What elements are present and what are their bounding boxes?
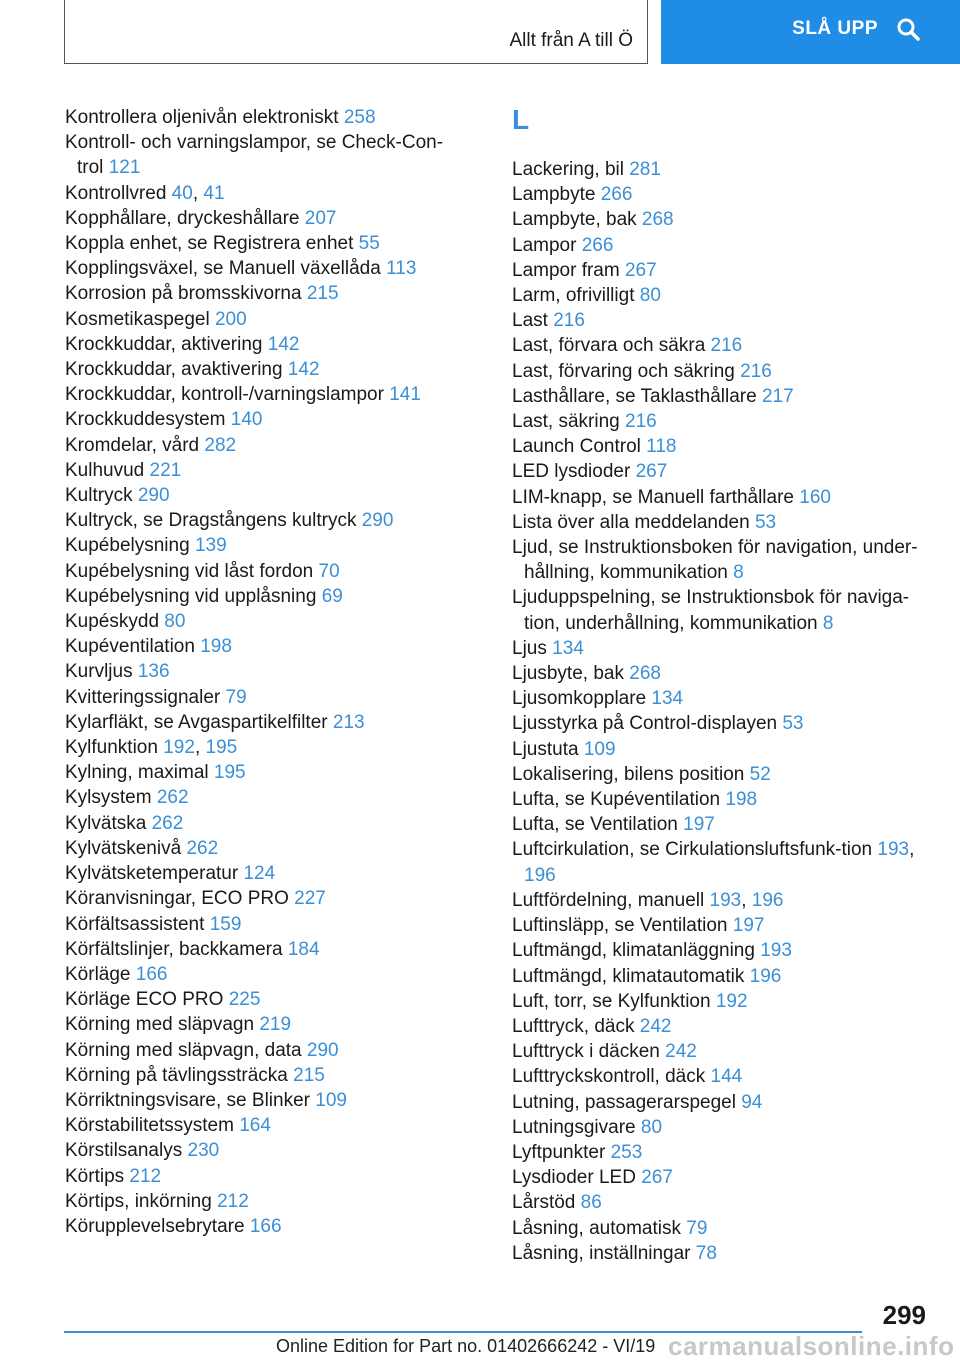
index-entry-text: Kylvätsketemperatur [65, 863, 239, 885]
index-entry [65, 962, 455, 987]
index-entry [65, 584, 455, 609]
index-entry-text: Krockkuddar, aktivering [65, 333, 263, 355]
page-link[interactable]: 40 [171, 182, 193, 204]
index-entry-text: Lufta, se Ventilation [512, 814, 678, 836]
index-entry-text: Ljusstyrka på Control-displayen [512, 713, 778, 735]
index-entry: Kontrollvred 40, 41 [65, 182, 225, 204]
page-link[interactable]: 262 [156, 787, 189, 809]
page-link[interactable]: 290 [361, 510, 394, 532]
index-entry [65, 1113, 455, 1138]
page-link[interactable]: 242 [639, 1015, 672, 1037]
page-link[interactable]: 216 [553, 310, 585, 332]
index-entry-text: Kulhuvud [65, 459, 145, 481]
page-link[interactable]: 121 [108, 157, 141, 179]
index-entry [65, 256, 455, 281]
page-link[interactable]: 192 [715, 990, 748, 1012]
index-entry [65, 785, 455, 810]
index-entry-text: Kopplingsväxel, se Manuell växellåda [65, 258, 381, 280]
index-entry [512, 157, 932, 182]
index-entry: Kylfunktion 192, 195 [65, 737, 238, 759]
index-entry [512, 333, 932, 358]
page-link[interactable]: 8 [733, 562, 744, 584]
page-link[interactable]: 118 [646, 436, 677, 458]
index-entry-text: Körfältsassistent [65, 913, 205, 935]
page-link[interactable]: 193 [760, 940, 792, 962]
page-link[interactable]: 141 [389, 384, 421, 406]
index-entry-text: Lampor [512, 234, 577, 256]
index-entry: Luftcirkulation, se Cirkulationsluftsfunk-tion 193, 196 [512, 839, 915, 886]
index-entry-text: Luft, torr, se Kylfunktion [512, 990, 711, 1012]
page-link[interactable]: 197 [683, 814, 715, 836]
page-link[interactable]: 253 [610, 1141, 643, 1163]
index-entry [512, 459, 932, 484]
index-entry-text: Lista över alla meddelanden [512, 511, 750, 533]
index-entry-text: Korrosion på bromsskivorna [65, 283, 302, 305]
index-entry [512, 535, 932, 585]
index-entry-text: LIM-knapp, se Manuell farthållare [512, 486, 794, 508]
index-entry [512, 258, 932, 283]
index-entry-text: LED lysdioder [512, 461, 631, 483]
index-column-right [512, 105, 932, 1266]
page-link[interactable]: 242 [665, 1041, 697, 1063]
index-entry [512, 1039, 932, 1064]
page-link[interactable]: 217 [761, 385, 794, 407]
index-entry-text: Luftinsläpp, se Ventilation [512, 915, 728, 937]
index-entry [512, 308, 932, 333]
page-link[interactable]: 213 [332, 711, 365, 733]
index-entry-text: Körning på tävlingssträcka [65, 1064, 288, 1086]
page-link[interactable]: 267 [635, 461, 668, 483]
page-link[interactable]: 219 [259, 1014, 292, 1036]
page-number: 299 [882, 1300, 926, 1330]
index-entry [512, 636, 932, 661]
index-entry [512, 812, 932, 837]
index-entry-text: Koppla enhet, se Registrera enhet [65, 233, 354, 255]
index-entry [65, 609, 455, 634]
page-link[interactable]: 69 [321, 585, 343, 607]
page-link[interactable]: 140 [230, 409, 263, 431]
index-entry [512, 964, 932, 989]
index-entry-text: Kultryck [65, 485, 133, 507]
index-entry-text: Kurvljus [65, 661, 133, 683]
page-link[interactable]: 166 [135, 963, 168, 985]
index-entry-text: Lampbyte, bak [512, 209, 637, 231]
index-entry [512, 1216, 932, 1241]
index-entry-text: Krockkuddar, kontroll-/varningslampor [65, 384, 384, 406]
index-entry [65, 332, 455, 357]
page-link[interactable]: 196 [751, 889, 784, 911]
index-entry-text: Lutning, passagerarspegel [512, 1091, 736, 1113]
index-entry [65, 634, 455, 659]
index-entry-text: Kylvätska [65, 812, 147, 834]
index-entry-text: Last, förvaring och säkring [512, 360, 735, 382]
page-link[interactable]: 215 [293, 1064, 325, 1086]
index-entry [512, 359, 932, 384]
page-link[interactable]: 164 [239, 1115, 271, 1137]
index-entry-text: Last, säkring [512, 411, 620, 433]
index-entry-text: Lårstöd [512, 1192, 576, 1214]
index-entry-text: Kupébelysning [65, 535, 190, 557]
index-entry [512, 182, 932, 207]
index-entry [65, 912, 455, 937]
index-entry [65, 811, 455, 836]
page-link[interactable]: 230 [187, 1140, 220, 1162]
index-entry-text: Lyftpunkter [512, 1141, 606, 1163]
index-entry [512, 762, 932, 787]
index-entry-text: Kylfunktion [65, 737, 158, 759]
page-link[interactable]: 193 [877, 839, 910, 861]
page-link[interactable]: 80 [639, 285, 661, 307]
index-entry-text: Kultryck, se Dragstångens kultryck [65, 510, 357, 532]
index-entry [512, 1190, 932, 1215]
index-entry-text: Larm, ofrivilligt [512, 285, 635, 307]
index-entry [512, 1064, 932, 1089]
index-entry-text: Lufttryck, däck [512, 1015, 635, 1037]
page-link[interactable]: 216 [710, 335, 743, 357]
index-entry-text: Lokalisering, bilens position [512, 763, 745, 785]
index-entry [512, 233, 932, 258]
watermark: carmanualsonline.info [668, 1331, 955, 1361]
section-letter: L [512, 104, 530, 135]
page-link[interactable]: 225 [228, 989, 261, 1011]
index-entry [65, 407, 455, 432]
index-entry-text: Luftmängd, klimatautomatik [512, 965, 745, 987]
index-entry-text: Låsning, inställningar [512, 1242, 691, 1264]
index-entry-text: Körning med släpvagn [65, 1014, 255, 1036]
index-entry [512, 409, 932, 434]
index-entry [512, 384, 932, 409]
index-entry [65, 433, 455, 458]
page-link[interactable]: 266 [581, 234, 614, 256]
page-link[interactable]: 195 [205, 737, 238, 759]
page-link[interactable]: 94 [741, 1091, 763, 1113]
index-entry [512, 711, 932, 736]
index-entry [512, 1165, 932, 1190]
index-entry [65, 836, 455, 861]
page-link[interactable]: 216 [625, 411, 657, 433]
page-link[interactable]: 198 [725, 789, 758, 811]
index-entry-text: Launch Control [512, 436, 641, 458]
page-link[interactable]: 212 [217, 1190, 249, 1212]
index-entry-text: Låsning, automatisk [512, 1217, 681, 1239]
page-link[interactable]: 221 [149, 459, 182, 481]
index-entry [512, 510, 932, 535]
index-entry [65, 483, 455, 508]
index-entry-text: Lysdioder LED [512, 1167, 636, 1189]
index-entry-text: Körriktningsvisare, se Blinker [65, 1089, 310, 1111]
index-entry [65, 458, 455, 483]
index-entry-text: Körstabilitetssystem [65, 1115, 234, 1137]
index-entry-text: Kupébelysning vid upplåsning [65, 585, 317, 607]
index-entry-text: Luftfördelning, manuell [512, 889, 705, 911]
index-entry-text: Ljuduppspelning, se Instruktionsbok för naviga-tion, underhållning, kommunikation [512, 587, 910, 634]
index-entry [65, 533, 455, 558]
index-entry [512, 283, 932, 308]
index-entry-text: Körupplevelsebrytare [65, 1215, 245, 1237]
index-entry-text: Kromdelar, vård [65, 434, 200, 456]
page-link[interactable]: 139 [194, 535, 227, 557]
index-entry [65, 105, 455, 130]
page-link[interactable]: 267 [624, 259, 657, 281]
page-link[interactable]: 109 [583, 738, 616, 760]
page-link[interactable]: 195 [213, 762, 246, 784]
index-entry-text: Lufta, se Kupéventilation [512, 789, 721, 811]
index-entry [512, 787, 932, 812]
index-entry [512, 1090, 932, 1115]
index-entry-text: Körstilsanalys [65, 1140, 183, 1162]
index-entry [512, 1241, 932, 1266]
page-link[interactable]: 262 [151, 812, 184, 834]
index-entry-text: Lackering, bil [512, 159, 624, 180]
page-link[interactable]: 113 [386, 258, 417, 280]
page-link[interactable]: 79 [225, 686, 247, 708]
index-entry [65, 1063, 455, 1088]
index-entry-text: Lampor fram [512, 259, 620, 281]
index-entry-text: Körtips, inkörning [65, 1190, 212, 1212]
page-link[interactable]: 262 [186, 837, 219, 859]
page-link[interactable]: 281 [629, 159, 661, 180]
page-link[interactable]: 86 [580, 1192, 602, 1214]
index-entry [512, 938, 932, 963]
index-entry [65, 1214, 455, 1239]
index-entry-text: Kontrollvred [65, 182, 167, 204]
index-entry [512, 913, 932, 938]
index-entry-text: Körning med släpvagn, data [65, 1039, 302, 1061]
page-link[interactable]: 212 [129, 1165, 162, 1187]
page-link[interactable]: 193 [709, 889, 742, 911]
index-entry [512, 1014, 932, 1039]
index-entry-text: Körtips [65, 1165, 125, 1187]
index-entry-text: Luftcirkulation, se Cirkulationsluftsfunk-tion [512, 839, 873, 861]
page-link[interactable]: 196 [524, 864, 556, 886]
index-entry-text: Lufttryckskontroll, däck [512, 1066, 706, 1088]
index-entry [65, 307, 455, 332]
index-entry [512, 485, 932, 510]
page-link[interactable]: 70 [318, 560, 340, 582]
page-link[interactable]: 8 [822, 612, 834, 634]
page-link[interactable]: 267 [641, 1167, 673, 1189]
index-entry-text: Kupéskydd [65, 611, 160, 633]
search-icon [896, 17, 920, 41]
page-link[interactable]: 41 [203, 182, 225, 204]
page-link[interactable]: 268 [641, 209, 674, 231]
index-entry [512, 686, 932, 711]
index-entry [65, 685, 455, 710]
index-entry-text: Lutningsgivare [512, 1116, 636, 1138]
index-entry [65, 710, 455, 735]
index-entry-text: Ljud, se Instruktionsboken för navigation, under-hållning, kommunikation [512, 537, 918, 584]
index-entry-text: Kylsystem [65, 787, 152, 809]
index-entry-text: Last [512, 310, 548, 332]
index-entry-text: Körläge ECO PRO [65, 989, 224, 1011]
index-entry [512, 661, 932, 686]
page-link[interactable]: 207 [304, 207, 337, 229]
index-entry-text: Kontrollera oljenivån elektroniskt [65, 107, 339, 128]
index-entry-text: Lasthållare, se Taklasthållare [512, 385, 757, 407]
page-link[interactable]: 78 [695, 1242, 717, 1264]
page-link[interactable]: 160 [799, 486, 831, 508]
index-entry [65, 231, 455, 256]
index-entry-text: Last, förvara och säkra [512, 335, 706, 357]
footer-edition: Online Edition for Part no. 01402666242 - VI/19 [276, 1336, 656, 1356]
page-link[interactable]: 142 [287, 359, 320, 381]
index-entry [65, 1088, 455, 1113]
index-entry [65, 382, 455, 407]
index-entry-text: Kosmetikaspegel [65, 308, 210, 330]
page-link[interactable]: 55 [358, 233, 380, 255]
index-entry-text: Kylvätskenivå [65, 837, 182, 859]
index-entry [65, 1189, 455, 1214]
page-link[interactable]: 282 [204, 434, 237, 456]
index-entry-text: Köranvisningar, ECO PRO [65, 888, 289, 910]
index-entry-text: Körfältslinjer, backkamera [65, 938, 283, 960]
page-link[interactable]: 198 [200, 636, 232, 658]
index-entry [512, 585, 932, 635]
page-link[interactable]: 192 [163, 737, 195, 759]
page-link[interactable]: 184 [287, 938, 320, 960]
index-entry [65, 281, 455, 306]
index-entry [65, 1164, 455, 1189]
index-entry-text: Kontroll- och varningslampor, se Check-Con-trol [65, 132, 444, 179]
index-entry: Luftfördelning, manuell 193, 196 [512, 889, 784, 911]
page-link[interactable]: 196 [749, 965, 782, 987]
index-entry-text: Körläge [65, 963, 131, 985]
index-entry [65, 659, 455, 684]
index-entry-text: Kylarfläkt, se Avgaspartikelfilter [65, 711, 328, 733]
index-entry-text: Luftmängd, klimatanläggning [512, 940, 755, 962]
page-link[interactable]: 197 [732, 915, 765, 937]
index-entry [512, 737, 932, 762]
index-column-left [65, 105, 455, 1239]
page-link[interactable]: 268 [629, 663, 661, 685]
page-link[interactable]: 290 [306, 1039, 339, 1061]
header-title: Allt från A till Ö [509, 30, 633, 51]
page-link[interactable]: 53 [782, 713, 804, 735]
search-button[interactable] [661, 0, 960, 64]
index-entry [65, 206, 455, 231]
index-entry [512, 1140, 932, 1165]
index-entry-text: Ljusbyte, bak [512, 663, 624, 685]
search-button-label: SLÅ UPP [792, 18, 878, 39]
index-entry [512, 989, 932, 1014]
page-link[interactable]: 142 [267, 333, 300, 355]
page-link[interactable]: 80 [640, 1116, 663, 1138]
index-entry-text: Kopphållare, dryckeshållare [65, 207, 300, 229]
index-entry-text: Lufttryck i däcken [512, 1041, 660, 1063]
index-entry-text: Lampbyte [512, 184, 596, 206]
index-entry-text: Ljus [512, 637, 547, 659]
page-link[interactable]: 79 [686, 1217, 708, 1239]
index-entry [65, 1138, 455, 1163]
index-entry-text: Krockkuddar, avaktivering [65, 359, 283, 381]
index-entry-text: Krockkuddesystem [65, 409, 226, 431]
index-entry-text: Kvitteringssignaler [65, 686, 221, 708]
index-entry [65, 937, 455, 962]
index-entry [65, 1038, 455, 1063]
index-entry [65, 559, 455, 584]
page-link[interactable]: 52 [749, 763, 771, 785]
index-entry [65, 987, 455, 1012]
index-entry-text: Kupébelysning vid låst fordon [65, 560, 314, 582]
index-entry-text: Kylning, maximal [65, 762, 209, 784]
index-entry [512, 1115, 932, 1140]
index-entry [65, 357, 455, 382]
index-entry [512, 207, 932, 232]
page-link[interactable]: 134 [651, 688, 684, 710]
page-link[interactable]: 109 [315, 1089, 347, 1111]
index-entry [65, 760, 455, 785]
index-entry [65, 130, 455, 180]
page-link[interactable]: 144 [710, 1066, 743, 1088]
page-link[interactable]: 290 [137, 485, 170, 507]
page-link[interactable]: 227 [294, 888, 326, 910]
page-link[interactable]: 136 [137, 661, 170, 683]
header-title-box [64, 0, 648, 64]
page-link[interactable]: 124 [243, 863, 276, 885]
page-link[interactable]: 80 [164, 611, 186, 633]
index-entry-text: Kupéventilation [65, 636, 195, 658]
index-entry [65, 508, 455, 533]
index-entry [512, 434, 932, 459]
index-entry [65, 861, 455, 886]
page-link[interactable]: 200 [214, 308, 247, 330]
page-link[interactable]: 53 [754, 511, 777, 533]
page-link[interactable]: 258 [343, 107, 376, 128]
page-link[interactable]: 166 [249, 1215, 282, 1237]
page-link[interactable]: 216 [740, 360, 772, 382]
page-link[interactable]: 134 [552, 637, 584, 659]
index-entry-text: Ljusomkopplare [512, 688, 647, 710]
index-entry-text: Ljustuta [512, 738, 579, 760]
page-link[interactable]: 215 [306, 283, 339, 305]
index-entry [65, 1012, 455, 1037]
page-link[interactable]: 159 [209, 913, 242, 935]
index-entry [65, 886, 455, 911]
page-link[interactable]: 266 [600, 184, 633, 206]
